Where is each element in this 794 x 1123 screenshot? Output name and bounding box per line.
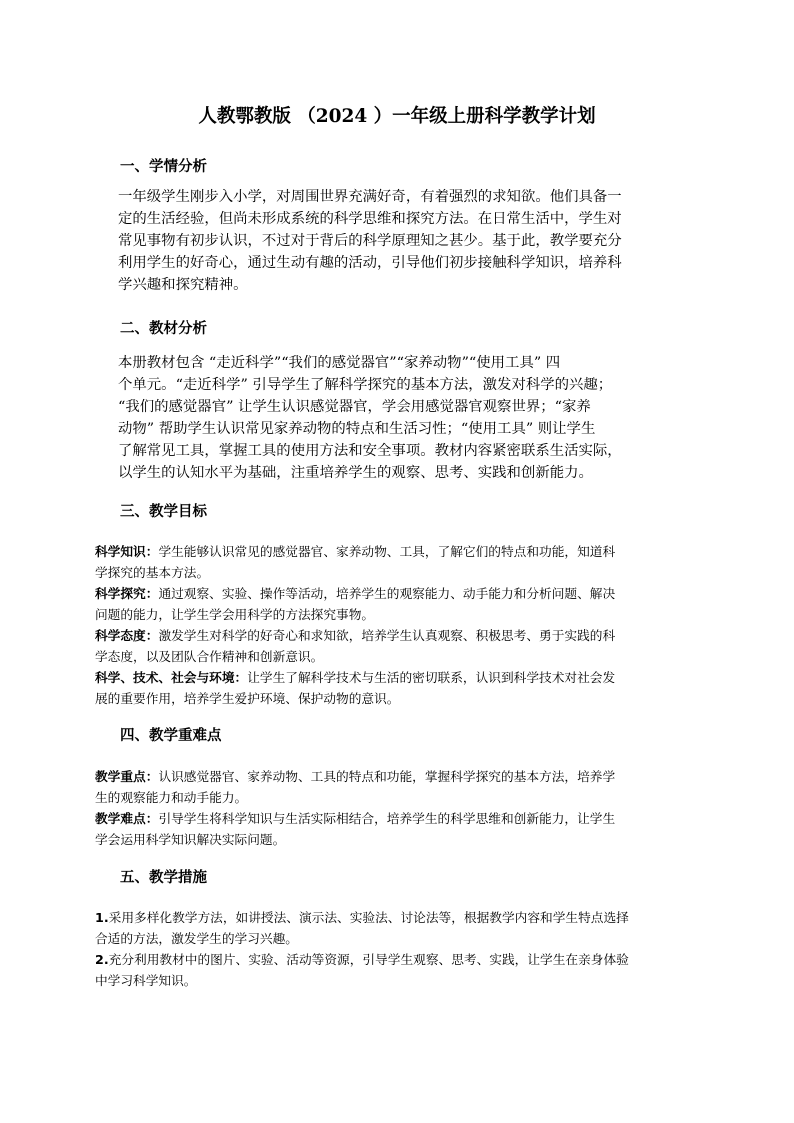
section-heading-textbook-analysis: 二、教材分析: [120, 321, 207, 337]
item-label: 教学难点：: [95, 811, 159, 826]
item-text: 学会运用科学知识解决实际问题。: [95, 832, 286, 847]
goal-item-stse: [95, 667, 685, 709]
item-text: 认识感觉器官、家养动物、工具的特点和功能，掌握科学探究的基本方法，培养学: [158, 769, 616, 784]
paragraph-line: 以学生的认知水平为基础，注重培养学生的观察、思考、实践和创新能力。: [118, 465, 593, 481]
item-text: 问题的能力，让学生学会用科学的方法探究事物。: [95, 607, 375, 622]
item-label: 2.: [95, 952, 109, 967]
item-text: 通过观察、实验、操作等活动，培养学生的观察能力、动手能力和分析问题、解决: [158, 586, 616, 601]
item-text: 引导学生将科学知识与生活实际相结合，培养学生的科学思维和创新能力，让学生: [158, 811, 616, 826]
paragraph-line: 动物” 帮助学生认识常见家养动物的特点和生活习性；“使用工具” 则让学生: [118, 421, 596, 437]
goal-item-science-attitude: [95, 625, 685, 667]
item-text: 学生能够认识常见的感觉器官、家养动物、工具，了解它们的特点和功能，知道科: [158, 544, 616, 559]
item-text: 学探究的基本方法。: [95, 565, 210, 580]
section-heading-teaching-measures: 五、教学措施: [120, 870, 207, 886]
item-label: 科学、技术、社会与环境：: [95, 670, 248, 685]
paragraph-line: 了解常见工具，掌握工具的使用方法和安全事项。教材内容紧密联系生活实际，: [118, 443, 622, 459]
textbook-analysis-paragraph: [118, 352, 678, 484]
paragraph-line: 定的生活经验，但尚未形成系统的科学思维和探究方法。在日常生活中，学生对: [118, 211, 622, 227]
item-text: 充分利用教材中的图片、实验、活动等资源，引导学生观察、思考、实践，让学生在亲身体验: [108, 952, 629, 967]
paragraph-line: 学兴趣和探究精神。: [118, 277, 248, 293]
measure-item-2: [95, 949, 685, 991]
item-label: 1.: [95, 910, 109, 925]
paragraph-line: 一年级学生刚步入小学，对周围世界充满好奇，有着强烈的求知欲。他们具备一: [118, 189, 622, 205]
item-text: 中学习科学知识。: [95, 973, 197, 988]
paragraph-line: “我们的感觉器官” 让学生认识感觉器官，学会用感觉器官观察世界；“家养: [118, 399, 591, 415]
item-text: 生的观察能力和动手能力。: [95, 790, 248, 805]
item-text: 学态度，以及团队合作精神和创新意识。: [95, 649, 324, 664]
student-analysis-paragraph: [118, 186, 678, 296]
goal-item-science-knowledge: [95, 541, 685, 583]
item-label: 科学探究：: [95, 586, 159, 601]
key-point-item: [95, 766, 685, 808]
paragraph-line: 常见事物有初步认识，不过对于背后的科学原理知之甚少。基于此，教学要充分: [118, 233, 622, 249]
item-text: 让学生了解科学技术与生活的密切联系，认识到科学技术对社会发: [247, 670, 616, 685]
paragraph-line: 本册教材包含 “走近科学”“我们的感觉器官”“家养动物”“使用工具” 四: [118, 355, 561, 371]
section-heading-teaching-goals: 三、教学目标: [120, 504, 207, 520]
item-text: 激发学生对科学的好奇心和求知欲，培养学生认真观察、积极思考、勇于实践的科: [158, 628, 616, 643]
paragraph-line: 个单元。“走近科学” 引导学生了解科学探究的基本方法，激发对科学的兴趣；: [118, 377, 613, 393]
measure-item-1: [95, 907, 685, 949]
difficult-point-item: [95, 808, 685, 850]
item-label: 科学态度：: [95, 628, 159, 643]
goal-item-science-inquiry: [95, 583, 685, 625]
item-text: 采用多样化教学方法，如讲授法、演示法、实验法、讨论法等，根据教学内容和学生特点选择: [108, 910, 629, 925]
section-heading-key-difficult-points: 四、教学重难点: [120, 728, 222, 744]
item-label: 教学重点：: [95, 769, 159, 784]
item-label: 科学知识：: [95, 544, 159, 559]
paragraph-line: 利用学生的好奇心，通过生动有趣的活动，引导他们初步接触科学知识，培养科: [118, 255, 622, 271]
item-text: 展的重要作用，培养学生爱护环境、保护动物的意识。: [95, 691, 400, 706]
item-text: 合适的方法，激发学生的学习兴趣。: [95, 931, 298, 946]
document-title: 人教鄂教版 （2024 ）一年级上册科学教学计划: [198, 106, 596, 127]
section-heading-student-analysis: 一、学情分析: [120, 159, 207, 175]
